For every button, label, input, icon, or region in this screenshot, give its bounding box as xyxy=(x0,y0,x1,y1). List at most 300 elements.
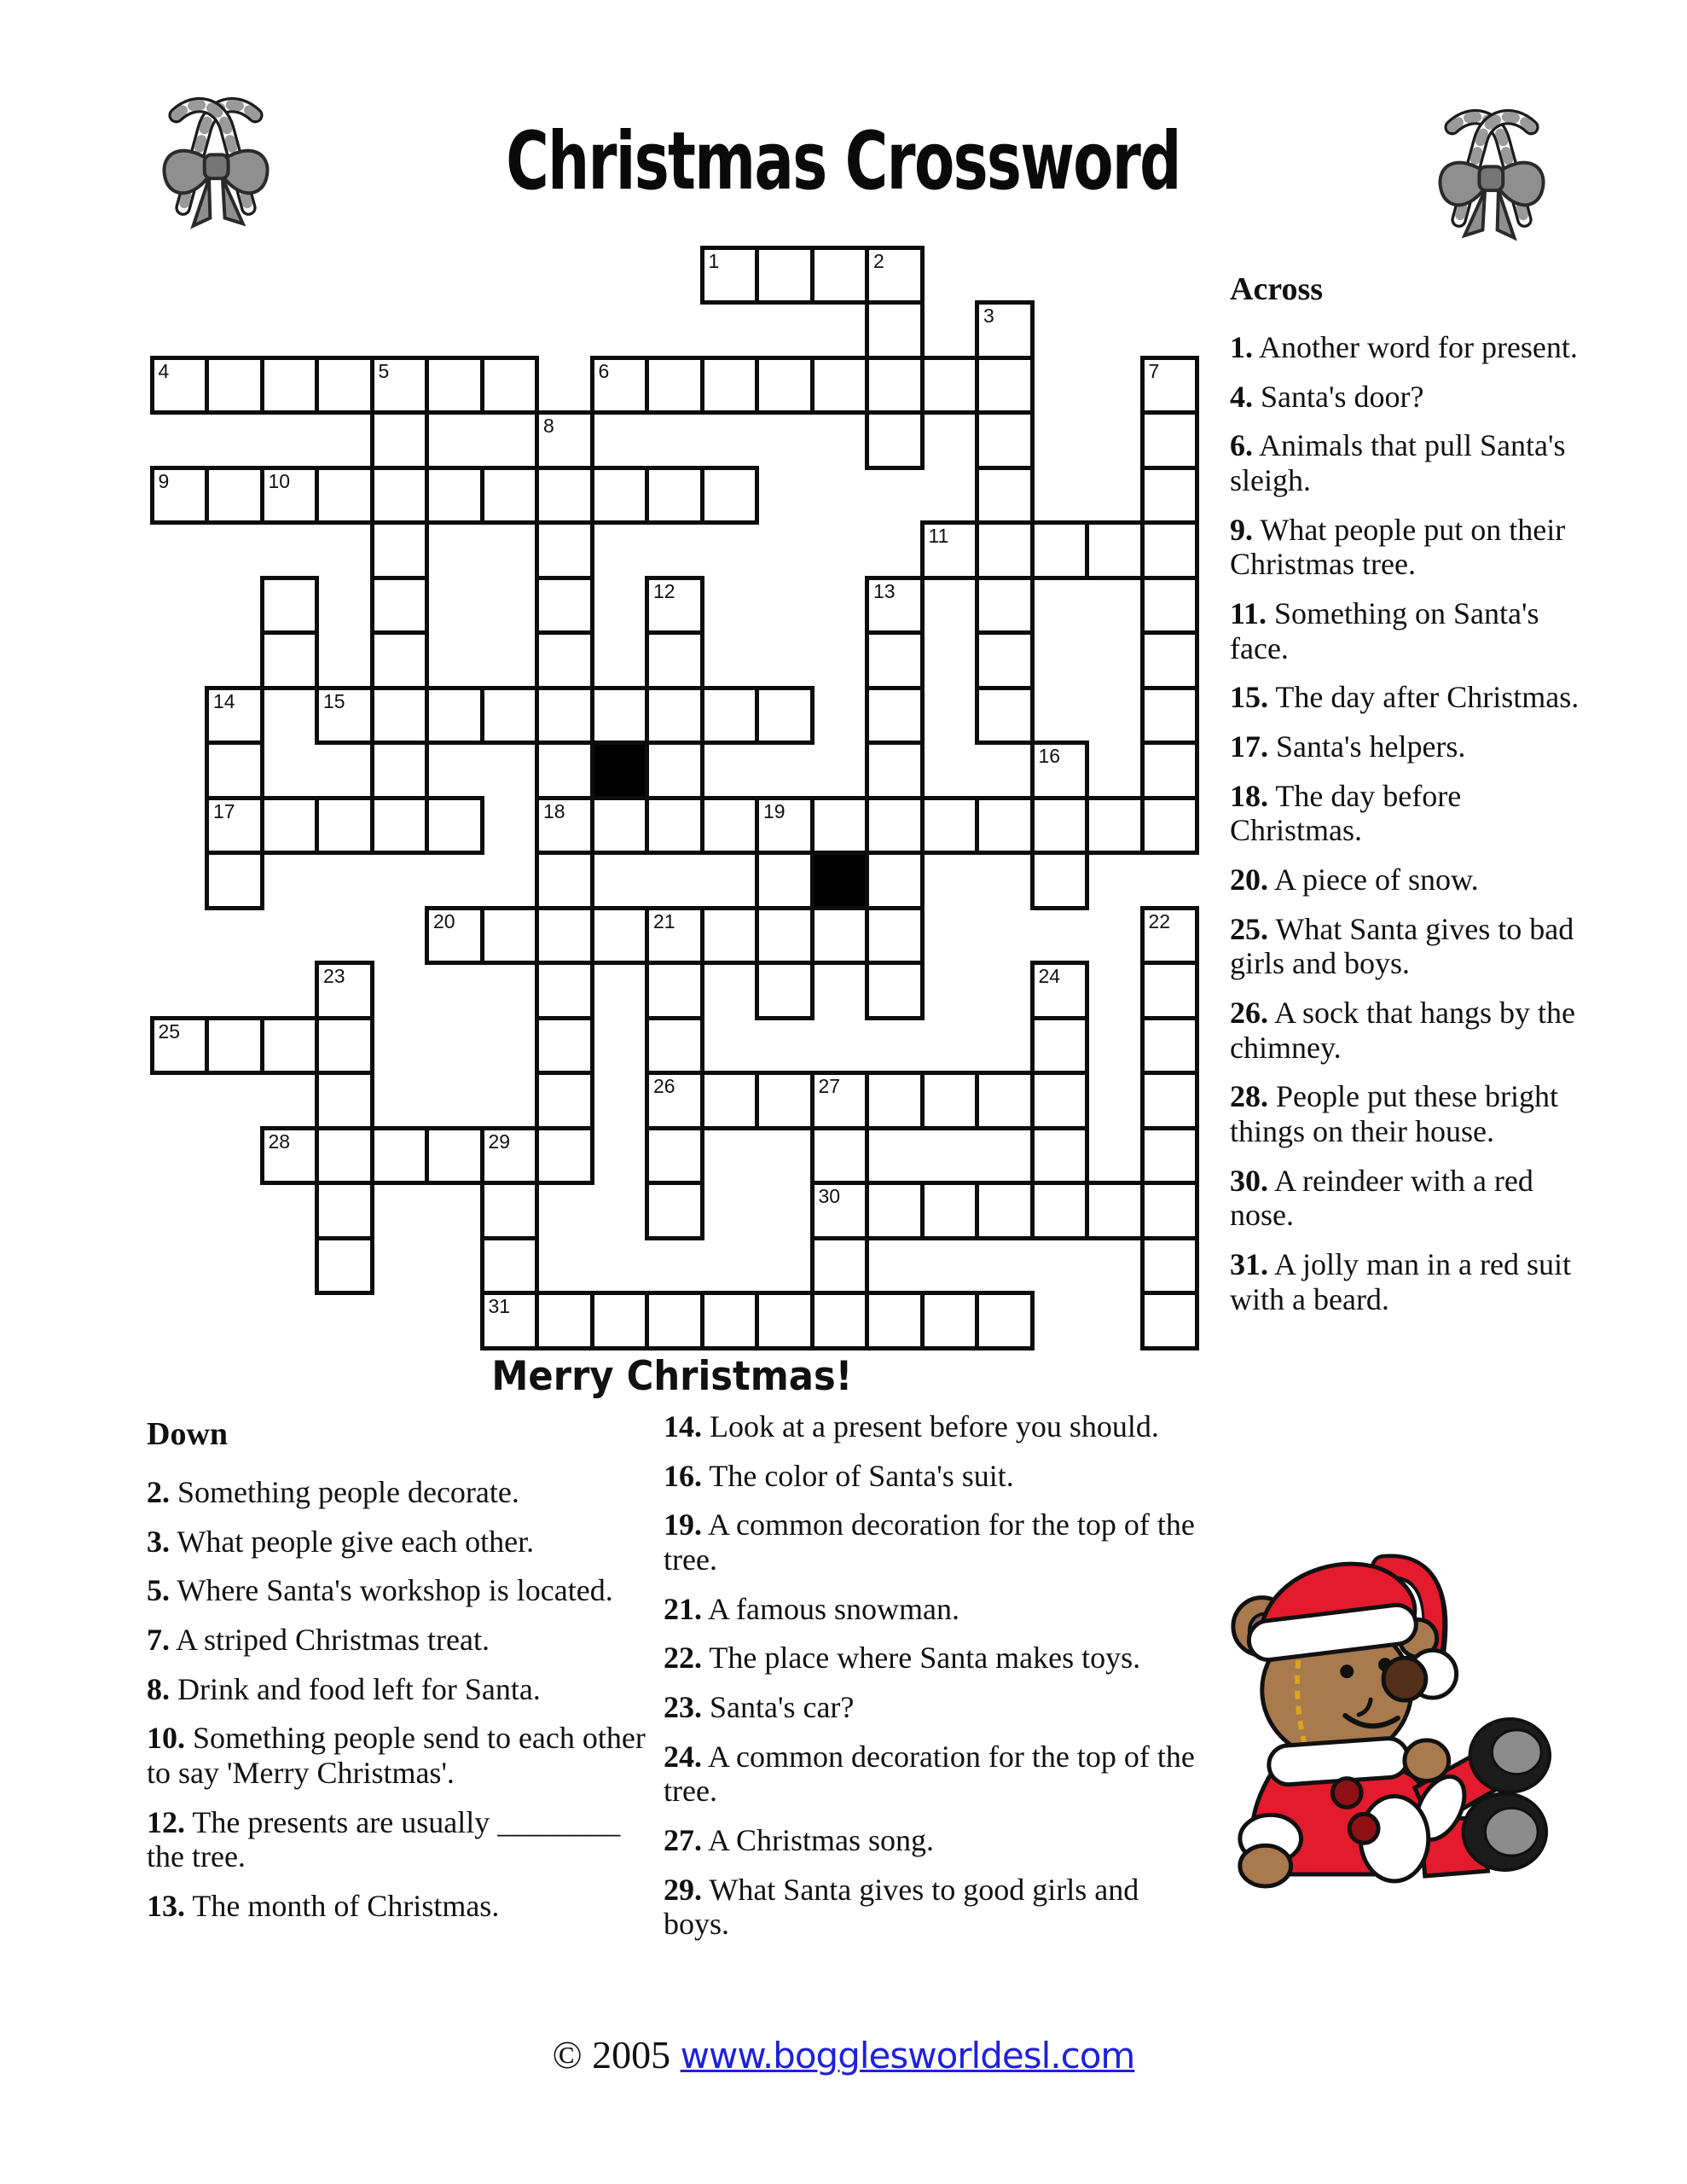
cell-number: 3 xyxy=(983,305,994,327)
grid-cell[interactable] xyxy=(425,1126,484,1186)
grid-cell[interactable] xyxy=(755,796,815,856)
down-clue-list-1 xyxy=(147,1475,646,1924)
grid-cell[interactable] xyxy=(920,1291,980,1350)
clue-number: 5. xyxy=(147,1573,170,1608)
grid-cell[interactable] xyxy=(205,796,264,856)
grid-cell[interactable] xyxy=(1140,741,1200,800)
across-header: Across xyxy=(1230,271,1324,307)
grid-cell[interactable] xyxy=(1140,1181,1200,1240)
clue-text: What people put on their Christmas tree. xyxy=(1230,512,1566,582)
grid-cell[interactable] xyxy=(975,356,1035,415)
clue xyxy=(1230,1164,1598,1233)
clue-text: What people give each other. xyxy=(170,1524,535,1559)
grid-cell[interactable] xyxy=(260,796,320,856)
grid-cell[interactable] xyxy=(810,246,870,305)
clue-text: The place where Santa makes toys. xyxy=(702,1641,1141,1676)
grid-cell[interactable] xyxy=(1030,961,1090,1020)
grid-cell[interactable] xyxy=(535,466,594,526)
cell-number: 11 xyxy=(928,525,949,547)
grid-cell[interactable] xyxy=(260,630,320,690)
clue xyxy=(664,1592,1196,1627)
grid-cell[interactable] xyxy=(205,741,264,800)
clue-text: A striped Christmas treat. xyxy=(170,1622,490,1657)
cell-number: 21 xyxy=(653,909,675,932)
cell-number: 25 xyxy=(158,1019,181,1043)
grid-cell[interactable] xyxy=(205,1016,264,1076)
clue xyxy=(147,1525,646,1560)
grid-cell[interactable] xyxy=(1030,1071,1090,1130)
grid-cell[interactable] xyxy=(370,1126,430,1186)
grid-cell[interactable] xyxy=(1140,520,1200,580)
cell-number: 7 xyxy=(1148,359,1160,382)
grid-cell[interactable] xyxy=(975,520,1035,580)
grid-cell[interactable] xyxy=(535,576,594,636)
clue-number: 1. xyxy=(1230,329,1253,364)
grid-cell[interactable] xyxy=(700,796,760,856)
grid-cell[interactable] xyxy=(315,1181,374,1240)
grid-cell[interactable] xyxy=(535,520,594,580)
grid-cell[interactable] xyxy=(370,741,430,800)
clue-text: A famous snowman. xyxy=(702,1591,959,1626)
grid-cell[interactable] xyxy=(700,246,760,305)
clue-number: 21. xyxy=(664,1591,702,1626)
grid-cell[interactable] xyxy=(1140,356,1200,415)
grid-cell[interactable] xyxy=(590,466,650,526)
grid-cell[interactable] xyxy=(975,576,1035,636)
grid-cell[interactable] xyxy=(535,906,594,966)
grid-cell[interactable] xyxy=(425,466,484,526)
footer xyxy=(0,2032,1687,2077)
grid-cell[interactable] xyxy=(535,1126,594,1186)
clue xyxy=(1230,330,1598,365)
grid-cell[interactable] xyxy=(590,796,650,856)
grid-cell[interactable] xyxy=(645,741,704,800)
grid-cell[interactable] xyxy=(480,1236,540,1296)
grid-cell[interactable] xyxy=(865,356,925,415)
grid-cell[interactable] xyxy=(1140,466,1200,526)
grid-cell[interactable] xyxy=(535,686,594,746)
grid-cell[interactable] xyxy=(920,1071,980,1130)
grid-cell[interactable] xyxy=(370,686,430,746)
grid-cell[interactable] xyxy=(425,906,484,966)
grid-cell[interactable] xyxy=(975,1181,1035,1240)
grid-cell[interactable] xyxy=(1140,576,1200,636)
grid-cell[interactable] xyxy=(1030,1016,1090,1076)
grid-cell[interactable] xyxy=(975,300,1035,360)
copyright-text: © 2005 xyxy=(552,2033,671,2077)
clue-number: 29. xyxy=(664,1872,702,1907)
clue-number: 30. xyxy=(1230,1163,1268,1198)
grid-cell[interactable] xyxy=(1140,1016,1200,1076)
cell-number: 8 xyxy=(543,415,554,437)
clue-text: People put these bright things on their house. xyxy=(1230,1079,1558,1149)
across-clues-panel xyxy=(1230,271,1598,1331)
grid-cell[interactable] xyxy=(480,466,540,526)
cell-number: 18 xyxy=(543,799,565,822)
cell-number: 9 xyxy=(158,469,170,492)
cell-number: 16 xyxy=(1038,745,1061,767)
grid-cell[interactable] xyxy=(370,466,430,526)
grid-cell[interactable] xyxy=(755,1071,815,1130)
clue-text: A jolly man in a red suit with a beard. xyxy=(1230,1247,1571,1316)
clue-number: 26. xyxy=(1230,996,1268,1031)
grid-cell[interactable] xyxy=(480,686,540,746)
clue-number: 14. xyxy=(664,1409,702,1443)
cell-number: 13 xyxy=(873,579,896,602)
clue xyxy=(1230,1079,1598,1148)
cell-number: 20 xyxy=(433,909,455,932)
grid-cell[interactable] xyxy=(700,1291,760,1350)
grid-cell[interactable] xyxy=(1140,796,1200,856)
grid-cell[interactable] xyxy=(810,1236,870,1296)
grid-cell[interactable] xyxy=(1030,741,1090,800)
grid-cell[interactable] xyxy=(315,961,374,1020)
grid-cell[interactable] xyxy=(865,576,925,636)
grid-cell[interactable] xyxy=(480,906,540,966)
cell-number: 15 xyxy=(323,689,345,712)
grid-cell[interactable] xyxy=(975,686,1035,746)
grid-cell[interactable] xyxy=(645,906,704,966)
clue-number: 3. xyxy=(147,1524,170,1559)
grid-cell[interactable] xyxy=(920,356,980,415)
grid-cell[interactable] xyxy=(755,356,815,415)
clue-text: The day before Christmas. xyxy=(1230,778,1462,848)
grid-cell[interactable] xyxy=(975,410,1035,470)
grid-cell[interactable] xyxy=(975,466,1035,526)
grid-cell[interactable] xyxy=(865,1181,925,1240)
grid-cell-black xyxy=(810,851,870,910)
clue xyxy=(147,1805,646,1874)
cell-number: 31 xyxy=(488,1295,511,1317)
grid-cell[interactable] xyxy=(535,796,594,856)
clue-text: Look at a present before you should. xyxy=(702,1409,1159,1443)
grid-cell[interactable] xyxy=(480,1181,540,1240)
down-clues-panel-2 xyxy=(664,1409,1196,1956)
grid-cell[interactable] xyxy=(810,906,870,966)
clue-text: What Santa gives to good girls and boys. xyxy=(664,1872,1139,1942)
grid-cell[interactable] xyxy=(1030,1181,1090,1240)
grid-cell[interactable] xyxy=(1140,410,1200,470)
clue-number: 9. xyxy=(1230,512,1253,547)
grid-cell[interactable] xyxy=(425,356,484,415)
cell-number: 27 xyxy=(818,1075,841,1097)
grid-cell[interactable] xyxy=(1140,1071,1200,1130)
grid-cell[interactable] xyxy=(315,1236,374,1296)
grid-cell[interactable] xyxy=(700,1071,760,1130)
clue-number: 31. xyxy=(1230,1247,1268,1282)
cell-number: 28 xyxy=(268,1130,291,1153)
grid-cell[interactable] xyxy=(645,1181,704,1240)
clue xyxy=(1230,428,1598,497)
clue-number: 13. xyxy=(147,1888,185,1923)
grid-cell[interactable] xyxy=(755,246,815,305)
grid-cell[interactable] xyxy=(1140,1291,1200,1350)
grid-cell[interactable] xyxy=(1140,686,1200,746)
clue-text: Animals that pull Santa's sleigh. xyxy=(1230,428,1566,497)
clue-text: Santa's car? xyxy=(702,1690,855,1725)
grid-cell[interactable] xyxy=(755,686,815,746)
grid-cell[interactable] xyxy=(480,1126,540,1186)
grid-cell[interactable] xyxy=(260,1016,320,1076)
clue-number: 12. xyxy=(147,1804,185,1839)
clue-number: 23. xyxy=(664,1690,702,1725)
cell-number: 22 xyxy=(1148,909,1171,932)
clue xyxy=(664,1823,1196,1858)
grid-cell[interactable] xyxy=(1085,520,1145,580)
grid-cell[interactable] xyxy=(205,686,264,746)
clue xyxy=(1230,912,1598,981)
grid-cell[interactable] xyxy=(865,796,925,856)
clue xyxy=(664,1507,1196,1577)
grid-cell[interactable] xyxy=(315,466,374,526)
grid-cell[interactable] xyxy=(260,1126,320,1186)
grid-cell[interactable] xyxy=(810,1126,870,1186)
grid-cell[interactable] xyxy=(645,630,704,690)
clue xyxy=(664,1740,1196,1809)
grid-cell[interactable] xyxy=(590,356,650,415)
grid-cell[interactable] xyxy=(1030,1126,1090,1186)
grid-cell[interactable] xyxy=(975,1291,1035,1350)
grid-cell[interactable] xyxy=(1140,906,1200,966)
grid-cell[interactable] xyxy=(975,630,1035,690)
grid-cell[interactable] xyxy=(425,686,484,746)
grid-cell[interactable] xyxy=(865,686,925,746)
grid-cell[interactable] xyxy=(315,1016,374,1076)
clue xyxy=(1230,779,1598,848)
clue-text: The month of Christmas. xyxy=(185,1888,500,1923)
grid-cell[interactable] xyxy=(535,1016,594,1076)
grid-cell[interactable] xyxy=(315,1071,374,1130)
grid-cell[interactable] xyxy=(370,410,430,470)
cell-number: 30 xyxy=(818,1185,841,1207)
grid-cell[interactable] xyxy=(535,630,594,690)
across-clue-list xyxy=(1230,330,1598,1316)
grid-cell[interactable] xyxy=(1085,796,1145,856)
grid-cell[interactable] xyxy=(315,1126,374,1186)
clue xyxy=(147,1475,646,1510)
clue-number: 20. xyxy=(1230,863,1268,897)
clue-text: A piece of snow. xyxy=(1268,863,1479,897)
grid-cell[interactable] xyxy=(1140,630,1200,690)
cell-number: 29 xyxy=(488,1130,511,1153)
grid-cell[interactable] xyxy=(810,796,870,856)
grid-cell[interactable] xyxy=(315,686,374,746)
clue xyxy=(664,1641,1196,1676)
clue-text: Where Santa's workshop is located. xyxy=(170,1573,613,1608)
clue-number: 24. xyxy=(664,1739,702,1774)
grid-cell[interactable] xyxy=(700,466,760,526)
grid-cell[interactable] xyxy=(865,1291,925,1350)
grid-cell[interactable] xyxy=(1030,851,1090,910)
grid-cell[interactable] xyxy=(810,1291,870,1350)
grid-cell[interactable] xyxy=(370,576,430,636)
website-link[interactable]: www.bogglesworldesl.com xyxy=(680,2035,1135,2077)
clue xyxy=(1230,680,1598,715)
cell-number: 6 xyxy=(598,359,610,382)
clue-number: 27. xyxy=(664,1823,702,1858)
grid-cell[interactable] xyxy=(1140,961,1200,1020)
grid-cell[interactable] xyxy=(150,1016,210,1076)
down-clue-list-2 xyxy=(664,1409,1196,1942)
grid-cell[interactable] xyxy=(260,356,320,415)
grid-cell-black xyxy=(590,741,650,800)
clue xyxy=(664,1873,1196,1942)
clue xyxy=(147,1573,646,1608)
grid-cell[interactable] xyxy=(1140,1126,1200,1186)
clue-text: What Santa gives to bad girls and boys. xyxy=(1230,911,1574,981)
grid-cell[interactable] xyxy=(535,741,594,800)
grid-cell[interactable] xyxy=(810,1071,870,1130)
grid-cell[interactable] xyxy=(975,1071,1035,1130)
grid-cell[interactable] xyxy=(865,410,925,470)
grid-cell[interactable] xyxy=(865,1071,925,1130)
grid-cell[interactable] xyxy=(205,466,264,526)
clue-number: 18. xyxy=(1230,778,1268,813)
grid-cell[interactable] xyxy=(975,796,1035,856)
clue xyxy=(147,1721,646,1790)
clue-text: A Christmas song. xyxy=(702,1823,935,1858)
grid-cell[interactable] xyxy=(205,851,264,910)
grid-cell[interactable] xyxy=(645,1016,704,1076)
grid-cell[interactable] xyxy=(920,1181,980,1240)
grid-cell[interactable] xyxy=(645,576,704,636)
page-title: Christmas Crossword xyxy=(506,115,1181,208)
grid-cell[interactable] xyxy=(590,906,650,966)
clue-text: Another word for present. xyxy=(1253,329,1578,364)
cell-number: 2 xyxy=(873,249,884,272)
grid-cell[interactable] xyxy=(645,796,704,856)
grid-cell[interactable] xyxy=(370,520,430,580)
grid-cell[interactable] xyxy=(425,796,484,856)
cell-number: 5 xyxy=(378,359,390,382)
cell-number: 10 xyxy=(268,469,291,492)
clue-text: A common decoration for the top of the tree. xyxy=(664,1507,1195,1577)
clue-number: 8. xyxy=(147,1671,170,1706)
clue-number: 15. xyxy=(1230,680,1268,715)
clue xyxy=(1230,513,1598,582)
grid-cell[interactable] xyxy=(865,300,925,360)
grid-cell[interactable] xyxy=(645,466,704,526)
clue-number: 2. xyxy=(147,1474,170,1509)
grid-cell[interactable] xyxy=(1140,1236,1200,1296)
cell-number: 14 xyxy=(213,689,235,712)
clue-text: The day after Christmas. xyxy=(1268,680,1580,715)
grid-cell[interactable] xyxy=(810,356,870,415)
down-header: Down xyxy=(147,1416,229,1452)
grid-cell[interactable] xyxy=(315,356,374,415)
grid-cell[interactable] xyxy=(755,851,815,910)
clue-number: 25. xyxy=(1230,911,1268,946)
grid-cell[interactable] xyxy=(150,356,210,415)
grid-cell[interactable] xyxy=(370,356,430,415)
grid-cell[interactable] xyxy=(535,961,594,1020)
clue-text: Something people decorate. xyxy=(170,1474,519,1509)
cell-number: 1 xyxy=(708,249,720,272)
grid-cell[interactable] xyxy=(755,1291,815,1350)
clue-number: 17. xyxy=(1230,729,1268,764)
grid-cell[interactable] xyxy=(370,796,430,856)
grid-cell[interactable] xyxy=(1085,1181,1145,1240)
grid-cell[interactable] xyxy=(260,576,320,636)
clue-number: 11. xyxy=(1230,595,1267,630)
grid-cell[interactable] xyxy=(535,851,594,910)
grid-cell[interactable] xyxy=(865,246,925,305)
clue-text: Santa's door? xyxy=(1253,379,1424,414)
grid-cell[interactable] xyxy=(590,1291,650,1350)
clue xyxy=(1230,729,1598,764)
grid-cell[interactable] xyxy=(810,1181,870,1240)
grid-cell[interactable] xyxy=(865,630,925,690)
clue xyxy=(1230,380,1598,415)
clue xyxy=(1230,1247,1598,1316)
grid-cell[interactable] xyxy=(700,356,760,415)
clue xyxy=(147,1623,646,1658)
clue xyxy=(1230,863,1598,897)
grid-cell[interactable] xyxy=(645,1071,704,1130)
grid-cell[interactable] xyxy=(645,686,704,746)
grid-cell[interactable] xyxy=(1030,796,1090,856)
clue-text: A sock that hangs by the chimney. xyxy=(1230,996,1575,1065)
grid-cell[interactable] xyxy=(865,906,925,966)
teddy-bear-image xyxy=(1218,1529,1557,1891)
clue xyxy=(147,1889,646,1924)
clue-number: 19. xyxy=(664,1507,702,1542)
grid-cell[interactable] xyxy=(645,1291,704,1350)
grid-cell[interactable] xyxy=(645,961,704,1020)
down-clues-panel-1 xyxy=(147,1416,646,1938)
clue-number: 28. xyxy=(1230,1079,1268,1114)
grid-cell[interactable] xyxy=(535,1071,594,1130)
grid-cell[interactable] xyxy=(865,741,925,800)
clue-text: Santa's helpers. xyxy=(1268,729,1466,764)
clue-number: 4. xyxy=(1230,379,1253,414)
clue xyxy=(147,1672,646,1707)
cell-number: 23 xyxy=(323,965,345,987)
cell-number: 4 xyxy=(158,359,170,382)
grid-cell[interactable] xyxy=(645,1126,704,1186)
grid-cell[interactable] xyxy=(865,851,925,910)
grid-cell[interactable] xyxy=(535,1291,594,1350)
cell-number: 17 xyxy=(213,799,235,822)
grid-cell[interactable] xyxy=(645,356,704,415)
grid-cell[interactable] xyxy=(480,356,540,415)
grid-cell[interactable] xyxy=(590,686,650,746)
merry-christmas-text: Merry Christmas! xyxy=(491,1353,853,1400)
grid-cell[interactable] xyxy=(535,410,594,470)
cell-number: 24 xyxy=(1038,965,1061,987)
grid-cell[interactable] xyxy=(865,961,925,1020)
grid-cell[interactable] xyxy=(700,686,760,746)
grid-cell[interactable] xyxy=(755,961,815,1020)
grid-cell[interactable] xyxy=(480,1291,540,1350)
grid-cell[interactable] xyxy=(920,796,980,856)
clue-text: A reindeer with a red nose. xyxy=(1230,1163,1533,1233)
grid-cell[interactable] xyxy=(700,906,760,966)
clue xyxy=(1230,996,1598,1065)
grid-cell[interactable] xyxy=(920,520,980,580)
grid-cell[interactable] xyxy=(205,356,264,415)
grid-cell[interactable] xyxy=(370,630,430,690)
clue-text: A common decoration for the top of the tree. xyxy=(664,1739,1195,1809)
grid-cell[interactable] xyxy=(260,466,320,526)
grid-cell[interactable] xyxy=(150,466,210,526)
cell-number: 12 xyxy=(653,579,675,602)
grid-cell[interactable] xyxy=(755,906,815,966)
clue-text: Something on Santa's face. xyxy=(1230,595,1539,665)
grid-cell[interactable] xyxy=(1030,520,1090,580)
grid-cell[interactable] xyxy=(315,796,374,856)
cell-number: 26 xyxy=(653,1075,675,1097)
